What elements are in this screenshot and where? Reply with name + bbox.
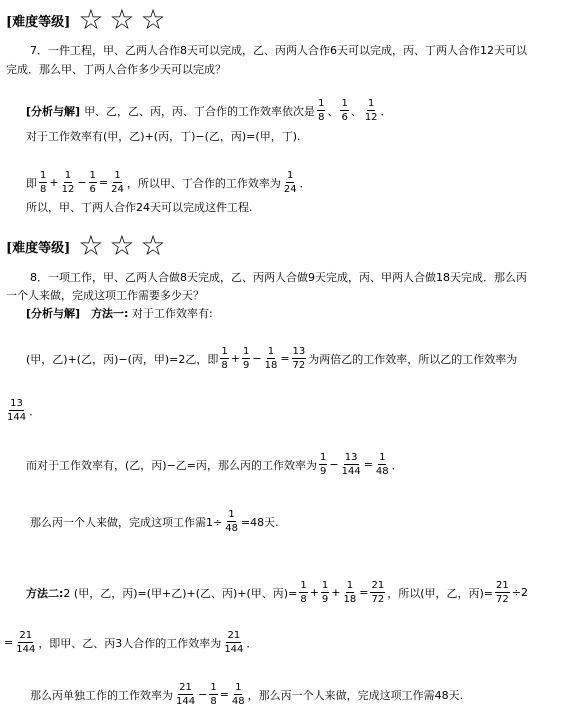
operator: + (331, 586, 341, 599)
fraction: $\frac{21}{72}$ (371, 580, 385, 605)
fraction: $\frac{13}{144}$ (7, 398, 27, 423)
operator: = (98, 176, 109, 189)
analysis-label: [分析与解] (26, 307, 81, 320)
p7-question-line2: 完成．那么甲、丁两人合作多少天可以完成？ (6, 63, 226, 76)
operator: − (252, 352, 262, 365)
p7-calc-line (26, 170, 311, 195)
p7-conclusion: 所以，甲、丁两人合作24天可以完成这件工程. (26, 201, 253, 214)
fraction: $\frac{1}{48}$ (375, 452, 389, 477)
calc-prefix: 即 (26, 176, 37, 190)
fraction: $\frac{1}{48}$ (231, 682, 245, 707)
fraction: $\frac{1}{18}$ (343, 580, 357, 605)
fraction: $\frac{1}{9}$ (243, 346, 250, 371)
fraction: $\frac{1}{18}$ (264, 346, 278, 371)
operator: + (309, 586, 319, 599)
calc-text: ，所以甲、丁合作的工作效率为 (126, 176, 281, 190)
fraction: $\frac{1}{24}$ (283, 170, 297, 195)
operator: + (230, 352, 240, 365)
operator: − (77, 176, 87, 189)
eq1-suffix: 为两倍乙的工作效率，所以乙的工作效率为 (308, 352, 518, 366)
p8-eq3-line (30, 509, 279, 534)
analysis-label: [分析与解] (26, 104, 81, 118)
analysis-text: 甲、乙，乙、丙，丙、丁合作的工作效率依次是 (84, 104, 316, 118)
m2-prefix: 2 (甲，乙，丙)=(甲+乙)+(乙、丙)+(甲、丙)= (63, 586, 298, 600)
fraction: $\frac{1}{9}$ (320, 452, 327, 477)
difficulty-level-2 (6, 229, 172, 262)
fraction: $\frac{1}{12}$ (61, 170, 75, 195)
eq1-prefix: (甲，乙)+(乙，丙)−(丙，甲)=2乙，即 (26, 352, 219, 366)
fraction: $\frac{1}{8}$ (300, 580, 307, 605)
star-icon: ☆ (78, 229, 104, 262)
difficulty-level-1 (6, 3, 172, 36)
p8-method2-line (26, 580, 528, 605)
fraction: $\frac{1}{8}$ (40, 170, 47, 195)
p8-method2-line2 (4, 630, 257, 655)
separator: 、 (350, 104, 362, 118)
fraction: $\frac{13}{144}$ (341, 452, 361, 477)
separator: 、 (327, 104, 339, 118)
fraction: $\frac{21}{144}$ (224, 630, 244, 655)
operator: = (359, 586, 369, 599)
difficulty-stars (78, 3, 171, 36)
eq2-prefix: 而对于工作效率有，(乙，丙)−乙=丙，那么丙的工作效率为 (26, 458, 318, 472)
difficulty-stars (78, 229, 171, 262)
fraction: $\frac{21}{72}$ (496, 580, 509, 605)
m2c-prefix: 那么丙单独工作的工作效率为 (30, 688, 173, 702)
star-icon: ☆ (140, 229, 166, 262)
method2-label: 方法二: (26, 586, 64, 600)
fraction: $\frac{13}{72}$ (292, 346, 306, 371)
period: ． (391, 458, 403, 472)
star-icon: ☆ (140, 3, 166, 36)
eq3-prefix: 那么丙一个人来做，完成这项工作需1÷ (30, 515, 223, 529)
method1-label: 方法一: (91, 307, 129, 320)
fraction: $\frac{1}{9}$ (321, 580, 329, 605)
fraction: $\frac{1}{6}$ (341, 98, 348, 123)
fraction: $\frac{1}{8}$ (318, 98, 325, 123)
fraction: $\frac{1}{6}$ (89, 170, 96, 195)
operator: + (49, 176, 59, 189)
p8-question-line1: 8．一项工作，甲、乙两人合做8天完成，乙、丙两人合做9天完成，丙、甲两人合做18天完成．那么丙 (30, 271, 527, 284)
operator: = (4, 636, 14, 649)
period: ． (380, 104, 392, 118)
star-icon: ☆ (109, 3, 135, 36)
fraction: $\frac{1}{12}$ (364, 98, 378, 123)
difficulty-label: [难度等级] (6, 240, 71, 256)
difficulty-label: [难度等级] (6, 14, 71, 30)
p8-eq1-result (4, 398, 40, 423)
operator: = (363, 458, 373, 471)
p7-analysis-line (26, 98, 392, 123)
eq3-suffix: =48天. (240, 515, 279, 529)
fraction: $\frac{1}{24}$ (111, 170, 124, 195)
star-icon: ☆ (109, 229, 135, 262)
p8-method1-header (26, 305, 213, 321)
m2b-text: ，即甲、乙、丙3人合作的工作效率为 (38, 636, 222, 650)
method1-intro: 对于工作效率有: (131, 307, 213, 320)
p8-question-line2: 一个人来做，完成这项工作需要多少天？ (6, 289, 204, 302)
fraction: $\frac{1}{8}$ (221, 346, 228, 371)
p8-eq2-line (26, 452, 403, 477)
m2-mid: ，所以(甲，乙，丙)= (387, 586, 494, 600)
operator: − (329, 458, 339, 471)
operator: = (280, 352, 290, 365)
period: ． (299, 176, 311, 190)
fraction: $\frac{21}{144}$ (16, 630, 36, 655)
period: ． (29, 404, 41, 418)
operator: = (219, 688, 229, 701)
fraction: $\frac{1}{8}$ (210, 682, 217, 707)
period: ． (246, 636, 258, 650)
p8-method2-line3 (30, 682, 463, 707)
operator: − (198, 688, 208, 701)
fraction: $\frac{21}{144}$ (176, 682, 196, 707)
m2c-suffix: ，那么丙一个人来做，完成这项工作需48天. (247, 688, 464, 702)
fraction: $\frac{1}{48}$ (225, 509, 238, 534)
p7-question-line1: 7．一件工程，甲、乙两人合作8天可以完成，乙、丙两人合作6天可以完成，丙、丁两人合作12天可以 (30, 44, 527, 57)
m2-tail: ÷2 (511, 586, 528, 599)
star-icon: ☆ (78, 3, 104, 36)
p7-relation-line: 对于工作效率有(甲，乙)+(丙，丁)−(乙，丙)=(甲，丁). (26, 130, 301, 143)
p8-eq1-line (26, 346, 517, 371)
